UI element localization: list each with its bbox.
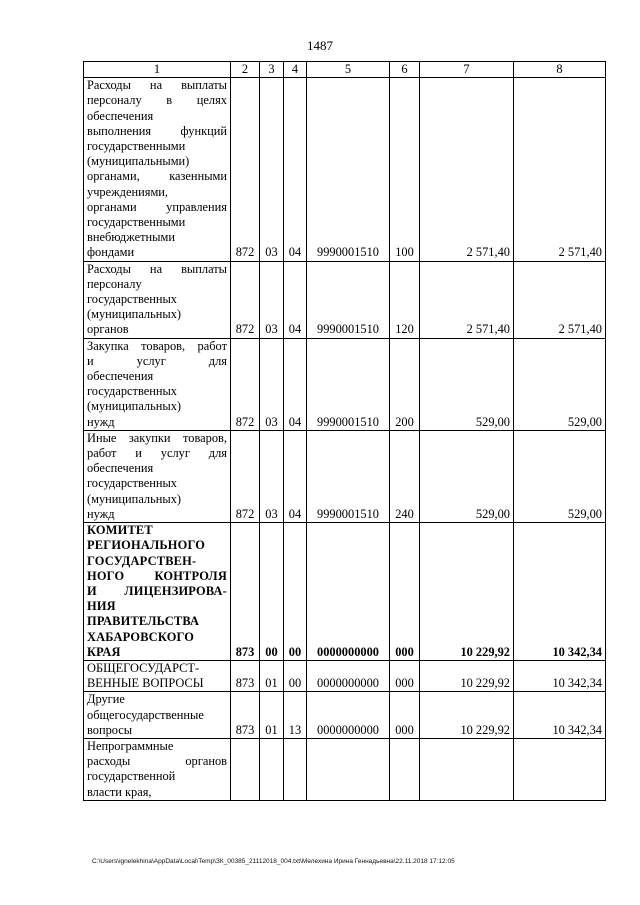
amount-col8: 2 571,40 (514, 261, 606, 338)
subsection-code: 04 (284, 261, 307, 338)
amount-col8: 10 342,34 (514, 660, 606, 691)
description-line: ГОСУДАРСТВЕН- (87, 553, 197, 568)
column-number-row (84, 62, 606, 78)
description-line: (муниципальными) (87, 154, 190, 169)
amount-col7: 10 229,92 (420, 523, 514, 661)
expense-type-code: 200 (390, 338, 420, 430)
row-description (84, 660, 231, 691)
description-line: ХАБАРОВСКОГО (87, 629, 195, 644)
department-code: 873 (231, 660, 260, 691)
description-line: государственными (87, 139, 186, 154)
amount-col8: 10 342,34 (514, 523, 606, 661)
expense-type-code: 000 (390, 660, 420, 691)
subsection-code (284, 738, 307, 800)
table-row (84, 261, 606, 338)
description-line: Другие (87, 692, 125, 707)
table-body (84, 62, 606, 801)
subsection-code: 04 (284, 338, 307, 430)
amount-col7: 10 229,92 (420, 660, 514, 691)
amount-col7: 529,00 (420, 338, 514, 430)
description-line: органами, казенными (87, 169, 227, 184)
department-code: 872 (231, 338, 260, 430)
description-line: (муниципальных) (87, 399, 182, 414)
row-description (84, 338, 231, 430)
column-header: 4 (284, 62, 307, 78)
description-line: КРАЯ (87, 644, 121, 659)
subsection-code: 00 (284, 523, 307, 661)
target-article-code: 0000000000 (307, 692, 390, 739)
department-code: 872 (231, 430, 260, 522)
column-header: 2 (231, 62, 260, 78)
column-header: 6 (390, 62, 420, 78)
table-row (84, 430, 606, 522)
section-code: 01 (260, 692, 284, 739)
table-row (84, 338, 606, 430)
description-line: персоналу (87, 276, 142, 291)
description-line: Расходы на выплаты (87, 261, 227, 276)
subsection-code: 04 (284, 430, 307, 522)
target-article-code: 0000000000 (307, 660, 390, 691)
expense-type-code: 120 (390, 261, 420, 338)
description-line: учреждениями, (87, 184, 169, 199)
table-row (84, 738, 606, 800)
expense-type-code: 100 (390, 78, 420, 261)
amount-col8: 2 571,40 (514, 78, 606, 261)
description-line: общегосударственные (87, 707, 204, 722)
description-line: нужд (87, 506, 115, 521)
section-code: 03 (260, 78, 284, 261)
amount-col8: 529,00 (514, 338, 606, 430)
section-code (260, 738, 284, 800)
file-path-footer: C:\Users\ignelekhina\AppData\Local\Temp\ЗК_00385_21112018_004.txt\Мелехина Ирина Геннадьевна\22.11.2018 17:12:05 (92, 858, 455, 865)
target-article-code: 9990001510 (307, 338, 390, 430)
subsection-code: 13 (284, 692, 307, 739)
budget-table (83, 61, 606, 801)
row-description (84, 261, 231, 338)
expense-type-code (390, 738, 420, 800)
row-description (84, 692, 231, 739)
description-line: (муниципальных) (87, 491, 182, 506)
description-line: НИЯ (87, 599, 116, 614)
amount-col7: 2 571,40 (420, 261, 514, 338)
description-line: и услуг для (87, 353, 227, 368)
description-line: НОГО КОНТРОЛЯ (87, 568, 227, 583)
column-header: 7 (420, 62, 514, 78)
section-code: 03 (260, 430, 284, 522)
expense-type-code: 000 (390, 692, 420, 739)
column-header: 5 (307, 62, 390, 78)
row-description (84, 738, 231, 800)
row-description (84, 78, 231, 261)
section-code: 03 (260, 261, 284, 338)
amount-col7: 529,00 (420, 430, 514, 522)
description-line: Непрограммные (87, 738, 174, 753)
section-code: 00 (260, 523, 284, 661)
amount-col8: 529,00 (514, 430, 606, 522)
target-article-code: 9990001510 (307, 430, 390, 522)
amount-col8: 10 342,34 (514, 692, 606, 739)
description-line: ПРАВИТЕЛЬСТВА (87, 614, 200, 629)
description-line: Закупка товаров, работ (87, 338, 227, 353)
description-line: органов (87, 322, 129, 337)
department-code: 872 (231, 78, 260, 261)
row-description (84, 523, 231, 661)
expense-type-code: 240 (390, 430, 420, 522)
department-code: 872 (231, 261, 260, 338)
target-article-code: 9990001510 (307, 78, 390, 261)
department-code (231, 738, 260, 800)
subsection-code: 00 (284, 660, 307, 691)
description-line: органами управления (87, 199, 227, 214)
row-description (84, 430, 231, 522)
department-code: 873 (231, 692, 260, 739)
description-line: Расходы на выплаты (87, 78, 227, 93)
description-line: РЕГИОНАЛЬНОГО (87, 538, 206, 553)
description-line: фондами (87, 245, 135, 260)
description-line: обеспечения (87, 369, 154, 384)
description-line: выполнения функций (87, 123, 227, 138)
table-row (84, 660, 606, 691)
table-row (84, 692, 606, 739)
section-code: 01 (260, 660, 284, 691)
description-line: КОМИТЕТ (87, 523, 153, 538)
subsection-code: 04 (284, 78, 307, 261)
department-code: 873 (231, 523, 260, 661)
page-number: 1487 (307, 38, 333, 53)
amount-col7: 2 571,40 (420, 78, 514, 261)
target-article-code (307, 738, 390, 800)
column-header: 3 (260, 62, 284, 78)
table-row (84, 78, 606, 261)
description-line: вопросы (87, 722, 133, 737)
target-article-code: 0000000000 (307, 523, 390, 661)
column-header: 1 (84, 62, 231, 78)
description-line: государственных (87, 476, 178, 491)
description-line: обеспечения (87, 108, 154, 123)
expense-type-code: 000 (390, 523, 420, 661)
description-line: (муниципальных) (87, 307, 182, 322)
description-line: Иные закупки товаров, (87, 430, 227, 445)
description-line: власти края, (87, 784, 152, 799)
description-line: ВЕННЫЕ ВОПРОСЫ (87, 676, 204, 691)
section-code: 03 (260, 338, 284, 430)
description-line: государственных (87, 292, 178, 307)
description-line: нужд (87, 414, 115, 429)
description-line: государственных (87, 384, 178, 399)
amount-col8 (514, 738, 606, 800)
description-line: государственной (87, 769, 176, 784)
amount-col7: 10 229,92 (420, 692, 514, 739)
description-line: обеспечения (87, 461, 154, 476)
table-row (84, 523, 606, 661)
description-line: государственными (87, 215, 186, 230)
description-line: ОБЩЕГОСУДАРСТ- (87, 660, 200, 675)
amount-col7 (420, 738, 514, 800)
target-article-code: 9990001510 (307, 261, 390, 338)
column-header: 8 (514, 62, 606, 78)
description-line: персоналу в целях (87, 93, 227, 108)
description-line: внебюджетными (87, 230, 175, 245)
description-line: расходы органов (87, 754, 227, 769)
description-line: И ЛИЦЕНЗИРОВА- (87, 583, 227, 598)
description-line: работ и услуг для (87, 446, 227, 461)
